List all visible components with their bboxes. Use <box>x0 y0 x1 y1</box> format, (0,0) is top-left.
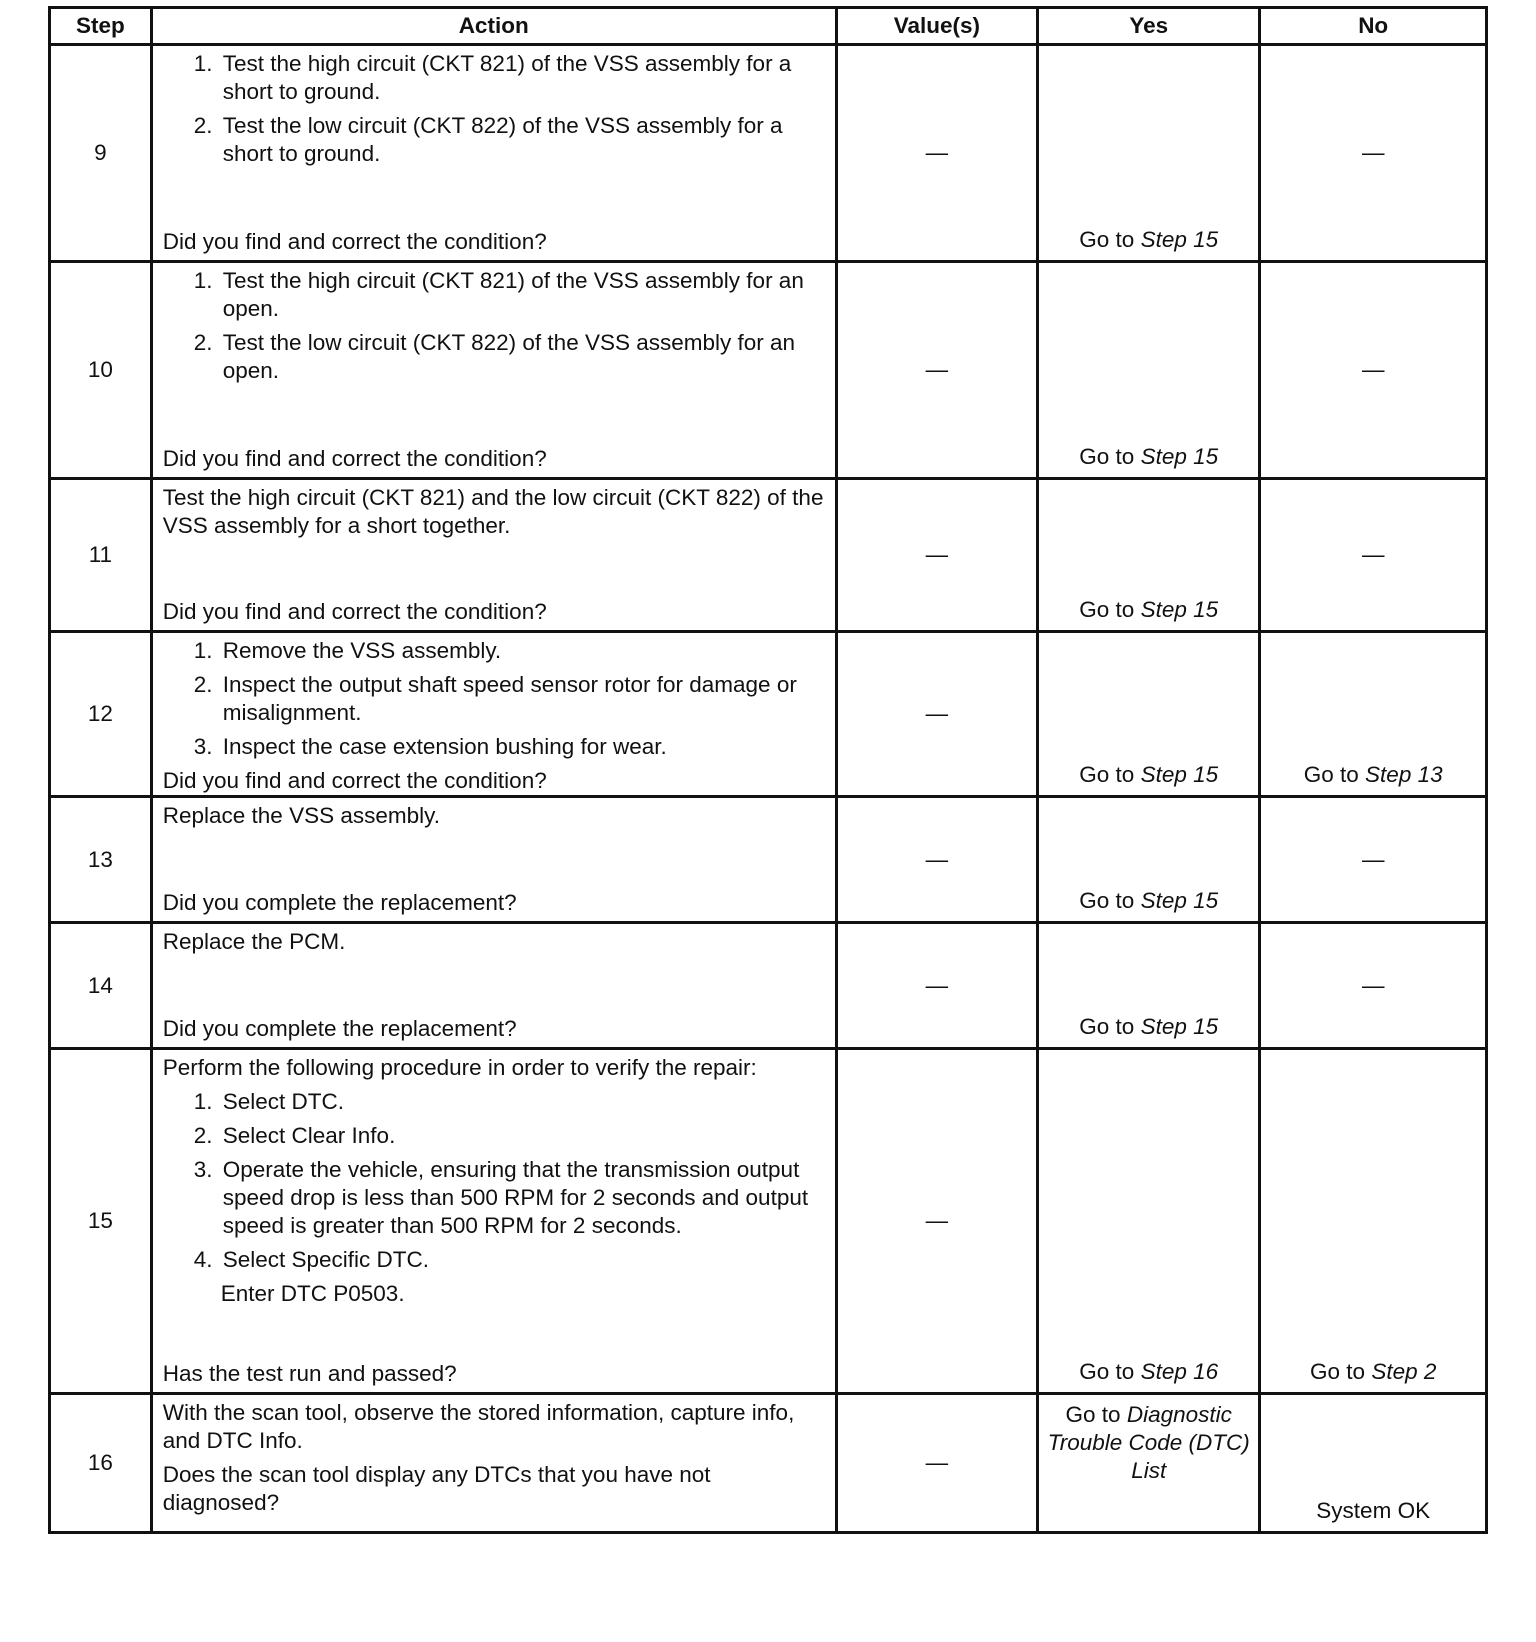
dash: — <box>925 1208 949 1233</box>
yes-cell <box>1038 923 1260 1049</box>
question-text: Did you find and correct the condition? <box>162 229 547 254</box>
action-cell <box>151 262 836 479</box>
table-row-step-12 <box>50 632 1487 797</box>
dash: — <box>925 1450 949 1475</box>
action-cell <box>151 923 836 1049</box>
yes-cell <box>1038 262 1260 479</box>
dash: — <box>925 542 949 567</box>
value-cell <box>836 632 1037 797</box>
question-text: Did you find and correct the condition? <box>162 768 547 793</box>
header-no: No <box>1260 8 1487 45</box>
yes-step-ref: Step 15 <box>1140 762 1219 787</box>
header-row <box>50 8 1487 45</box>
no-cell <box>1260 1394 1487 1533</box>
list-item: 1. Test the high circuit (CKT 821) of the VSS assembly for an open. <box>219 267 827 323</box>
value-cell <box>836 797 1037 923</box>
list-item: 2. Inspect the output shaft speed sensor rotor for damage or misalignment. <box>219 671 827 727</box>
dash: — <box>1361 846 1385 872</box>
question-text: Has the test run and passed? <box>162 1361 457 1386</box>
dash: — <box>1361 542 1385 567</box>
table-row-step-11 <box>50 479 1487 632</box>
yes-prefix: Go to <box>1079 1014 1135 1039</box>
table-row-step-14 <box>50 923 1487 1049</box>
no-cell <box>1260 45 1487 262</box>
header-yes: Yes <box>1038 8 1260 45</box>
dash: — <box>925 357 949 382</box>
action-list <box>163 50 827 174</box>
action-intro: Perform the following procedure in order to verify the repair: <box>162 1055 757 1080</box>
yes-step-ref: Step 15 <box>1140 444 1219 469</box>
action-cell <box>151 479 836 632</box>
action-cell <box>151 632 836 797</box>
yes-cell <box>1038 632 1260 797</box>
header-step: Step <box>50 8 152 45</box>
value-cell <box>836 262 1037 479</box>
no-prefix: Go to <box>1310 1359 1366 1384</box>
action-cell <box>151 1049 836 1394</box>
yes-step-ref: Step 15 <box>1140 227 1219 252</box>
question-text: Did you complete the replacement? <box>162 1016 517 1041</box>
value-cell <box>836 923 1037 1049</box>
action-list <box>163 267 827 391</box>
yes-prefix: Go to <box>1079 444 1135 469</box>
diagnostic-table <box>48 6 1488 1534</box>
list-item: 3. Inspect the case extension bushing for wear. <box>219 733 827 761</box>
action-text: With the scan tool, observe the stored information, capture info, and DTC Info. <box>162 1400 795 1453</box>
header-action: Action <box>151 8 836 45</box>
yes-prefix: Go to <box>1079 1359 1135 1384</box>
yes-dtc-list-ref: Diagnostic Trouble Code (DTC) List <box>1047 1402 1250 1483</box>
list-item: 2. Select Clear Info. <box>219 1122 827 1150</box>
list-item: 1. Select DTC. <box>219 1088 827 1116</box>
yes-prefix: Go to <box>1079 888 1135 913</box>
dash: — <box>925 972 949 998</box>
no-cell <box>1260 797 1487 923</box>
yes-prefix: Go to <box>1079 762 1135 787</box>
value-cell <box>836 1394 1037 1533</box>
dash: — <box>925 701 949 726</box>
yes-cell <box>1038 1394 1260 1533</box>
question-text: Did you find and correct the condition? <box>162 446 547 471</box>
list-item: 2. Test the low circuit (CKT 822) of the VSS assembly for an open. <box>219 329 827 385</box>
value-cell <box>836 45 1037 262</box>
action-text: Replace the VSS assembly. <box>162 803 440 828</box>
action-list <box>163 1088 827 1274</box>
action-list <box>163 637 827 767</box>
list-item: 4. Select Specific DTC. <box>219 1246 827 1274</box>
dash: — <box>925 140 949 165</box>
action-cell <box>151 1394 836 1533</box>
list-item: 2. Test the low circuit (CKT 822) of the VSS assembly for a short to ground. <box>219 112 827 168</box>
table-row-step-9 <box>50 45 1487 262</box>
table-row-step-16 <box>50 1394 1487 1533</box>
question-text: Did you complete the replacement? <box>162 890 517 915</box>
step-number: 11 <box>50 479 152 632</box>
dash: — <box>1361 972 1385 998</box>
dash: — <box>925 846 949 872</box>
value-cell <box>836 479 1037 632</box>
header-values: Value(s) <box>836 8 1037 45</box>
step-number: 13 <box>50 797 152 923</box>
yes-cell <box>1038 45 1260 262</box>
yes-prefix: Go to <box>1065 1402 1121 1427</box>
step-number: 15 <box>50 1049 152 1394</box>
dash: — <box>1361 140 1385 165</box>
question-text: Does the scan tool display any DTCs that you have not diagnosed? <box>162 1462 711 1515</box>
action-cell <box>151 797 836 923</box>
step-number: 9 <box>50 45 152 262</box>
no-result-text: System OK <box>1316 1498 1431 1523</box>
step-number: 16 <box>50 1394 152 1533</box>
no-cell <box>1260 1049 1487 1394</box>
value-cell <box>836 1049 1037 1394</box>
no-cell <box>1260 923 1487 1049</box>
sub-step-text: Enter DTC P0503. <box>220 1281 405 1306</box>
yes-cell <box>1038 797 1260 923</box>
no-step-ref: Step 2 <box>1371 1359 1437 1384</box>
action-text: Replace the PCM. <box>162 929 346 954</box>
action-text: Test the high circuit (CKT 821) and the low circuit (CKT 822) of the VSS assembly for a short together. <box>162 485 824 538</box>
list-item: 1. Test the high circuit (CKT 821) of the VSS assembly for a short to ground. <box>219 50 827 106</box>
list-item: 3. Operate the vehicle, ensuring that the transmission output speed drop is less than 500 RPM for 2 seconds and output speed is greater than 500 RPM for 2 seconds. <box>219 1156 827 1240</box>
yes-step-ref: Step 15 <box>1140 597 1219 622</box>
no-cell <box>1260 632 1487 797</box>
table-row-step-15 <box>50 1049 1487 1394</box>
yes-step-ref: Step 15 <box>1140 1014 1219 1039</box>
table-row-step-13 <box>50 797 1487 923</box>
no-step-ref: Step 13 <box>1365 762 1443 787</box>
list-item: 1. Remove the VSS assembly. <box>219 637 827 665</box>
yes-step-ref: Step 16 <box>1140 1359 1219 1384</box>
question-text: Did you find and correct the condition? <box>162 599 547 624</box>
yes-cell <box>1038 1049 1260 1394</box>
step-number: 14 <box>50 923 152 1049</box>
yes-cell <box>1038 479 1260 632</box>
no-cell <box>1260 262 1487 479</box>
action-cell <box>151 45 836 262</box>
yes-step-ref: Step 15 <box>1140 888 1219 913</box>
dash: — <box>1361 357 1385 382</box>
yes-prefix: Go to <box>1079 597 1135 622</box>
yes-prefix: Go to <box>1079 227 1135 252</box>
table-row-step-10 <box>50 262 1487 479</box>
no-prefix: Go to <box>1303 762 1359 787</box>
step-number: 10 <box>50 262 152 479</box>
step-number: 12 <box>50 632 152 797</box>
no-cell <box>1260 479 1487 632</box>
